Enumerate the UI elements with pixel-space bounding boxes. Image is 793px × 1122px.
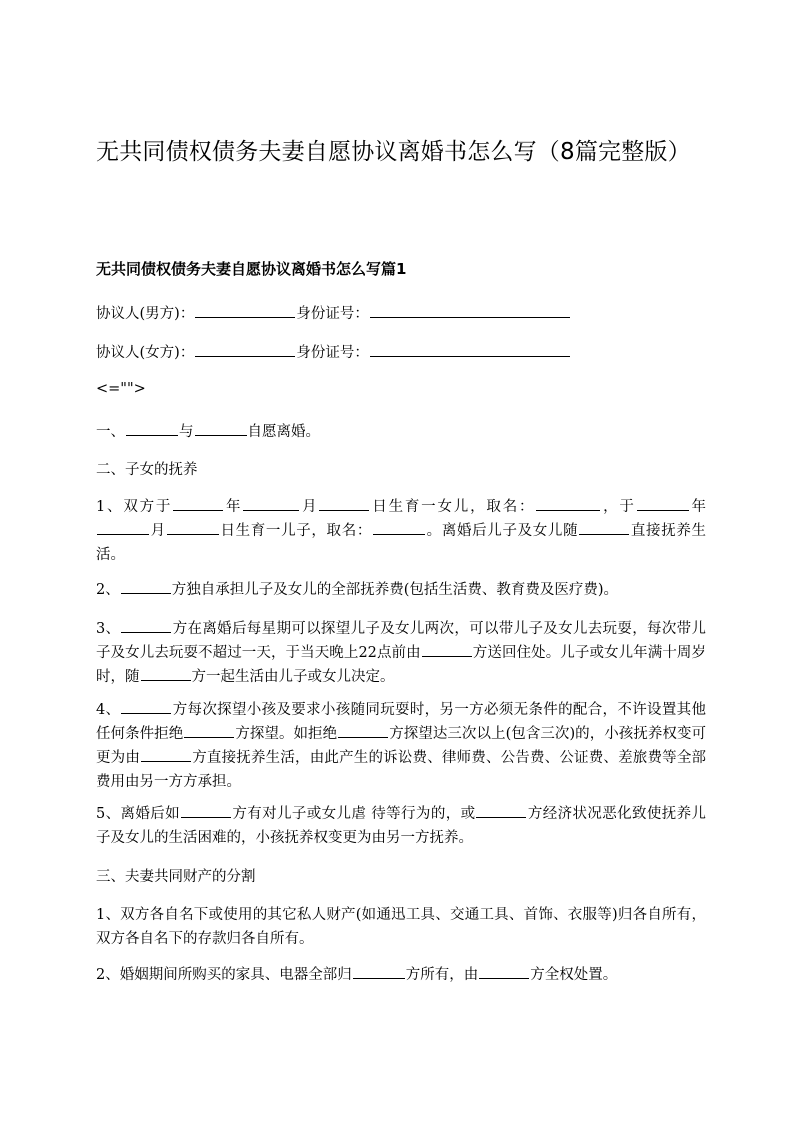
p7-text-b: 方所有，由: [405, 967, 479, 983]
clause-1-prefix: 一、: [96, 424, 125, 440]
party-female-id-label: 身份证号：: [296, 345, 369, 361]
p1-blank-year: [173, 495, 223, 511]
p4-text-d: 方探望达三次以上(包含三次)的，小孩抚养权变可更为由: [96, 726, 707, 766]
p5-blank-1: [181, 802, 231, 818]
p5-text-c: 方经济状况恶化致使抚养儿子及女儿的生活困难的，小孩抚养权变更为由另一方抚养。: [96, 806, 707, 846]
p3-blank-3: [141, 665, 191, 681]
paragraph-7: [96, 963, 706, 987]
paragraph-2: [96, 578, 706, 602]
p1-blank-year-2: [637, 495, 689, 511]
clause-1: [96, 420, 706, 444]
party-male-id-blank: [370, 302, 570, 318]
p1-blank-son-name: [373, 519, 425, 535]
p3-blank-1: [121, 617, 171, 633]
p4-text-a: 4、: [96, 702, 121, 718]
p3-text-a: 3、: [96, 621, 121, 637]
party-female-label: 协议人(女方)：: [96, 345, 195, 361]
party-male-label: 协议人(男方)：: [96, 306, 195, 322]
p1-blank-day-2: [167, 519, 219, 535]
paragraph-1: [96, 495, 706, 567]
p5-text-a: 5、离婚后如: [96, 806, 181, 822]
clause-1-mid: 与: [179, 424, 194, 440]
p4-blank-3: [338, 722, 388, 738]
clause-1-suffix: 自愿离婚。: [247, 424, 320, 440]
paragraph-3: [96, 617, 706, 689]
p1-text-c: 月: [300, 499, 319, 515]
party-female-line: [96, 341, 706, 365]
p5-blank-2: [476, 802, 526, 818]
p1-blank-day: [319, 495, 369, 511]
p1-text-f: 年: [689, 499, 707, 515]
p4-blank-4: [141, 746, 191, 762]
p7-blank-1: [353, 963, 405, 979]
p1-blank-daughter-name: [536, 495, 600, 511]
p1-text-i: 。离婚后儿子及女儿随: [426, 523, 579, 539]
party-female-name-blank: [195, 341, 295, 357]
p4-blank-1: [121, 698, 171, 714]
marker-text: <="">: [96, 381, 146, 397]
paragraph-6: 1、双方各自名下或使用的其它私人财产(如通迅工具、交通工具、首饰、衣服等)归各自所有，双方各自名下的存款归各自所有。: [96, 907, 706, 947]
p1-text-g: 月: [150, 523, 166, 539]
party-female-id-blank: [370, 341, 570, 357]
party-male-name-blank: [195, 302, 295, 318]
heading-property-division: 三、夫妻共同财产的分割: [96, 869, 256, 885]
document-title: 无共同债权债务夫妻自愿协议离婚书怎么写（8篇完整版）: [96, 139, 691, 165]
p1-text-e: ，于: [601, 499, 636, 515]
p2-text-b: 方独自承担儿子及女儿的全部抚养费(包括生活费、教育费及医疗费)。: [171, 582, 619, 598]
p3-text-d: 方一起生活由儿子或女儿决定。: [191, 669, 395, 685]
p3-text-c: 方送回住处。儿子或女儿年满十周岁时，随: [96, 645, 707, 685]
p5-text-b: 方有对儿子或女儿虐 待等行为的，或: [232, 806, 476, 822]
p4-text-e: 方直接抚养生活，由此产生的诉讼费、律师费、公告费、公证费、差旅费等全部费用由另一方方承担。: [96, 750, 707, 790]
p1-blank-month: [243, 495, 299, 511]
p1-text-d: 日生育一女儿，取名：: [370, 499, 536, 515]
p3-text-b: 方在离婚后每星期可以探望儿子及女儿两次，可以带儿子及女儿去玩耍，每次带儿子及女儿去玩耍不超过一天，于当天晚上22点前由: [96, 621, 706, 661]
clause-1-blank-b: [195, 420, 247, 436]
p7-blank-2: [479, 963, 529, 979]
paragraph-5: [96, 802, 706, 850]
p4-text-b: 方每次探望小孩及要求小孩随同玩耍时，另一方必须无条件的配合，不许设置其他任何条件拒绝: [96, 702, 706, 742]
heading-child-custody: 二、子女的抚养: [96, 462, 198, 478]
p4-text-c: 方探望。如拒绝: [235, 726, 338, 742]
p1-text-b: 年: [224, 499, 243, 515]
p3-blank-2: [422, 641, 472, 657]
party-male-id-label: 身份证号：: [296, 306, 369, 322]
clause-1-blank-a: [126, 420, 178, 436]
section-title: 无共同债权债务夫妻自愿协议离婚书怎么写篇1: [96, 260, 407, 278]
p1-text-j: 直接抚养生活。: [96, 523, 707, 563]
p1-blank-month-2: [97, 519, 149, 535]
p4-blank-2: [184, 722, 234, 738]
p7-text-a: 2、婚姻期间所购买的家具、电器全部归: [96, 967, 352, 983]
p1-text-a: 1、双方于: [96, 499, 173, 515]
p2-blank: [121, 578, 171, 594]
p1-text-h: 日生育一儿子，取名：: [219, 523, 373, 539]
p2-text-a: 2、: [96, 582, 120, 598]
p7-text-c: 方全权处置。: [530, 967, 618, 983]
paragraph-4: [96, 698, 706, 794]
party-male-line: [96, 302, 706, 326]
p1-blank-custodian: [579, 519, 629, 535]
